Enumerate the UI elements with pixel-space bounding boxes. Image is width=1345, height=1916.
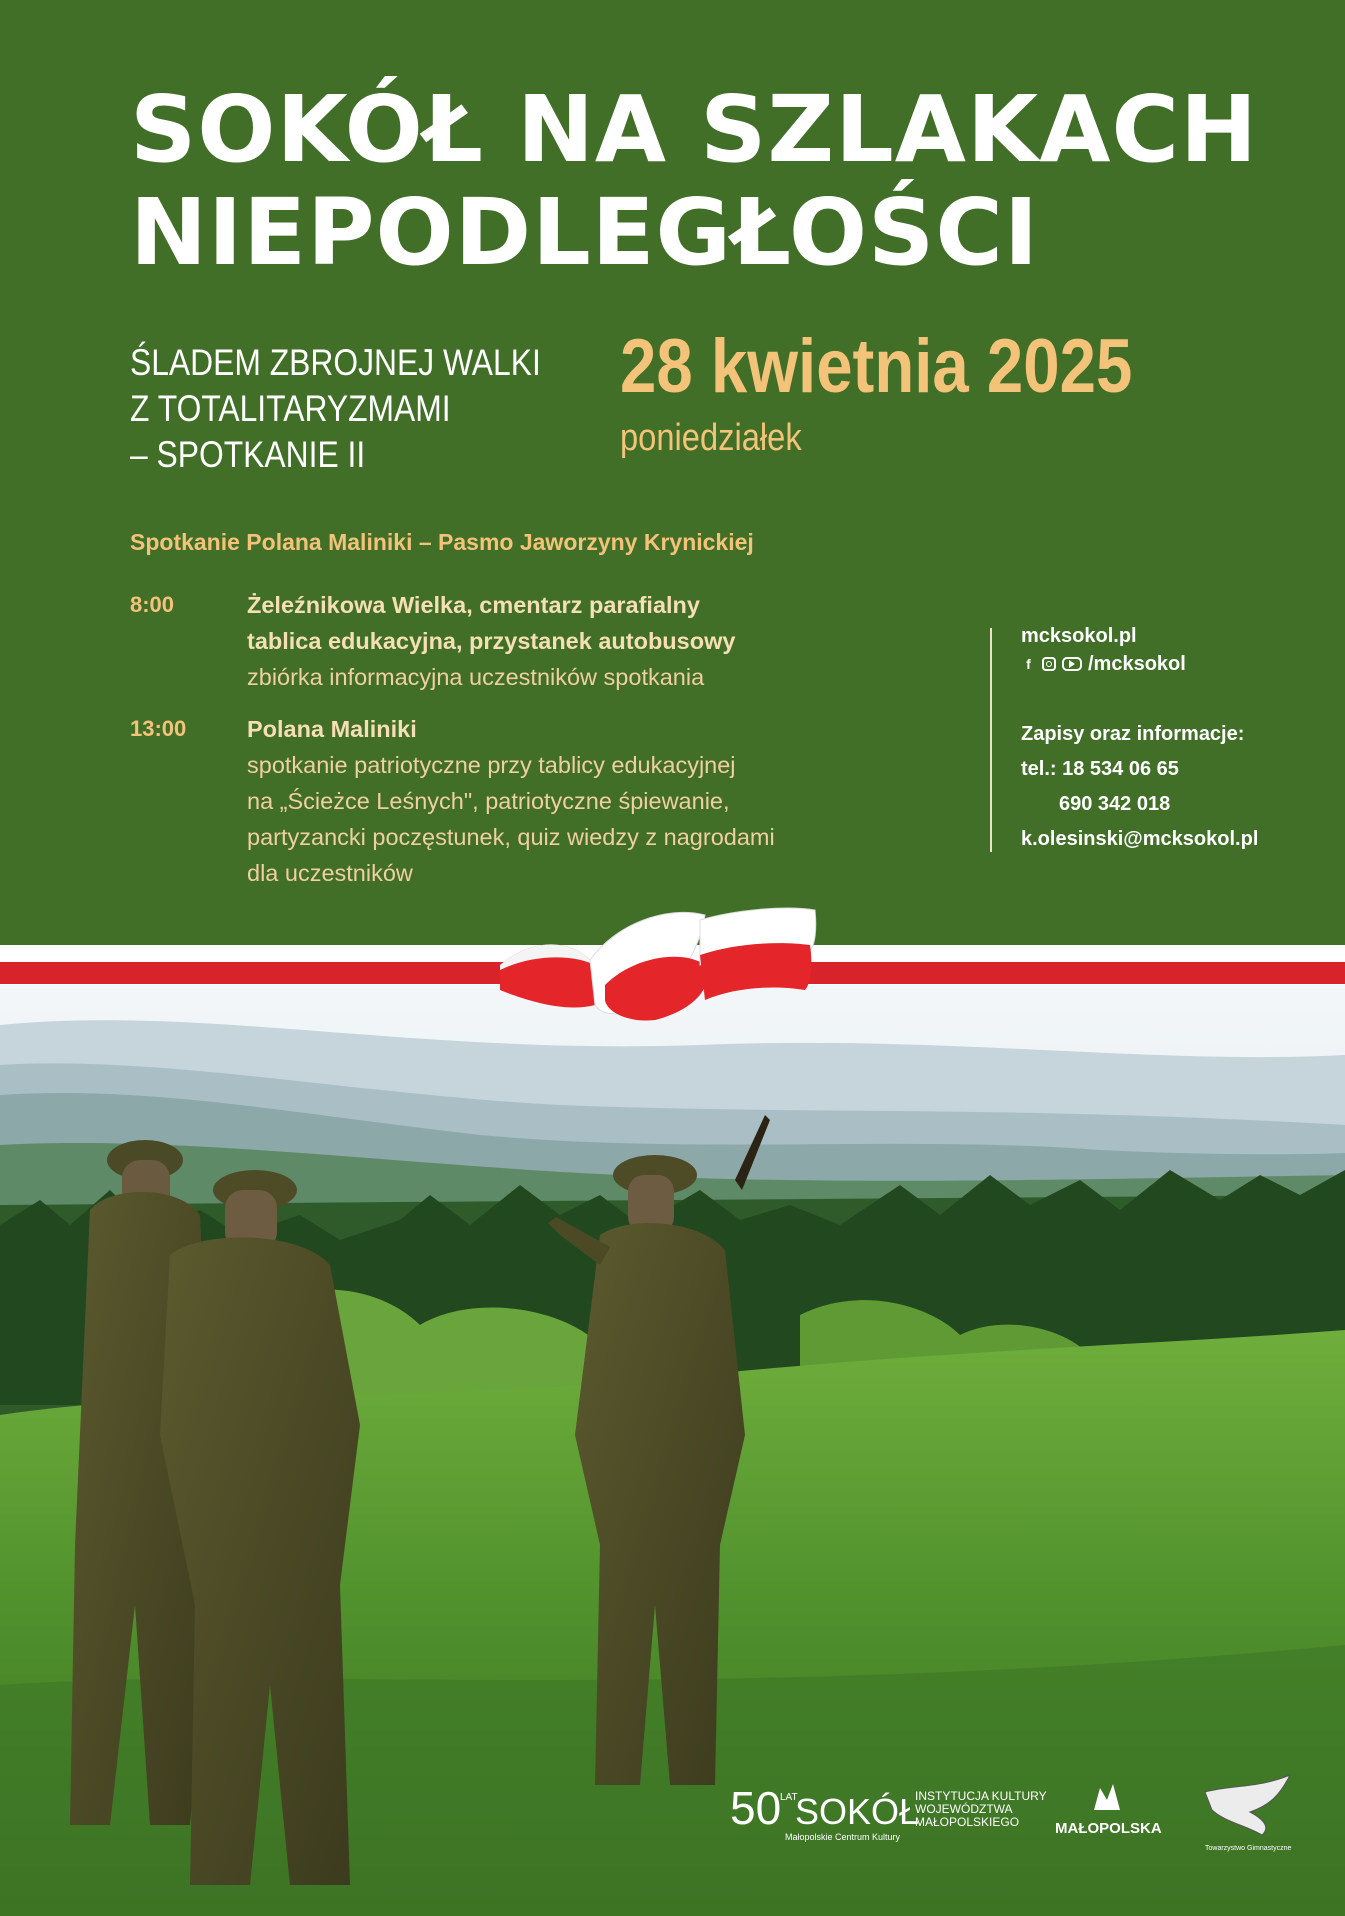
social-links: [1021, 650, 1186, 678]
phone-number-2[interactable]: 690 342 018: [1059, 793, 1171, 815]
schedule-time: 8:00: [130, 592, 175, 617]
title-line-2: NIEPODLEGŁOŚCI: [130, 179, 1040, 286]
polish-flag-ribbon: [495, 895, 825, 1025]
poster-title: [130, 78, 1258, 284]
title-line-1: SOKÓŁ NA SZLAKACH: [130, 76, 1258, 183]
schedule-line: partyzancki poczęstunek, quiz wiedzy z nagrodami: [247, 824, 775, 850]
schedule-line: tablica edukacyjna, przystanek autobusowy: [247, 628, 736, 654]
youtube-icon[interactable]: [1062, 657, 1082, 671]
tg-caption: Towarzystwo Gimnastyczne: [1205, 1845, 1292, 1852]
event-location: Spotkanie Polana Maliniki – Pasmo Jaworzyny Krynickiej: [130, 529, 754, 555]
institution-line-2: WOJEWÓDZTWA: [915, 1802, 1013, 1816]
contact-divider: [990, 628, 992, 852]
sokol-lat: LAT: [780, 1792, 798, 1803]
sokol-50-logo: [730, 1782, 919, 1842]
schedule-line: Polana Maliniki: [247, 716, 417, 742]
schedule-line: na „Ścieżce Leśnych", patriotyczne śpiewanie,: [247, 788, 730, 814]
instagram-icon[interactable]: [1042, 657, 1056, 671]
schedule-line: Żeleźnikowa Wielka, cmentarz parafialny: [247, 592, 700, 618]
subtitle-line-2: Z TOTALITARYZMAMI: [130, 388, 451, 429]
eagle-logo: [1205, 1775, 1291, 1852]
institution-line-1: INSTYTUCJA KULTURY: [915, 1789, 1047, 1803]
subtitle-line-1: ŚLADEM ZBROJNEJ WALKI: [130, 342, 541, 383]
phone-number[interactable]: tel.: 18 534 06 65: [1021, 758, 1179, 780]
malopolska-logo: [1055, 1784, 1162, 1837]
sokol-caption: Małopolskie Centrum Kultury: [785, 1832, 901, 1842]
info-label: Zapisy oraz informacje:: [1021, 723, 1245, 745]
facebook-icon[interactable]: f: [1026, 655, 1031, 672]
event-date: 28 kwietnia 2025: [620, 324, 1133, 409]
schedule-time: 13:00: [130, 716, 187, 741]
website-link[interactable]: mcksokol.pl: [1021, 625, 1137, 647]
sokol-brand: SOKÓŁ: [795, 1791, 920, 1832]
subtitle: [130, 340, 541, 478]
sokol-years: 50: [730, 1782, 782, 1834]
schedule-line: dla uczestników: [247, 860, 413, 886]
subtitle-line-3: – SPOTKANIE II: [130, 434, 366, 475]
email-link[interactable]: k.olesinski@mcksokol.pl: [1021, 828, 1259, 850]
partner-logos: [0, 1770, 1345, 1890]
schedule-line: spotkanie patriotyczne przy tablicy edukacyjnej: [247, 752, 736, 778]
institution-logo: [915, 1789, 1047, 1829]
social-handle[interactable]: /mcksokol: [1088, 653, 1186, 675]
event-weekday: poniedziałek: [620, 417, 802, 459]
schedule-line: zbiórka informacyjna uczestników spotkania: [247, 664, 705, 690]
malopolska-label: MAŁOPOLSKA: [1055, 1820, 1162, 1837]
institution-line-3: MAŁOPOLSKIEGO: [915, 1815, 1020, 1829]
